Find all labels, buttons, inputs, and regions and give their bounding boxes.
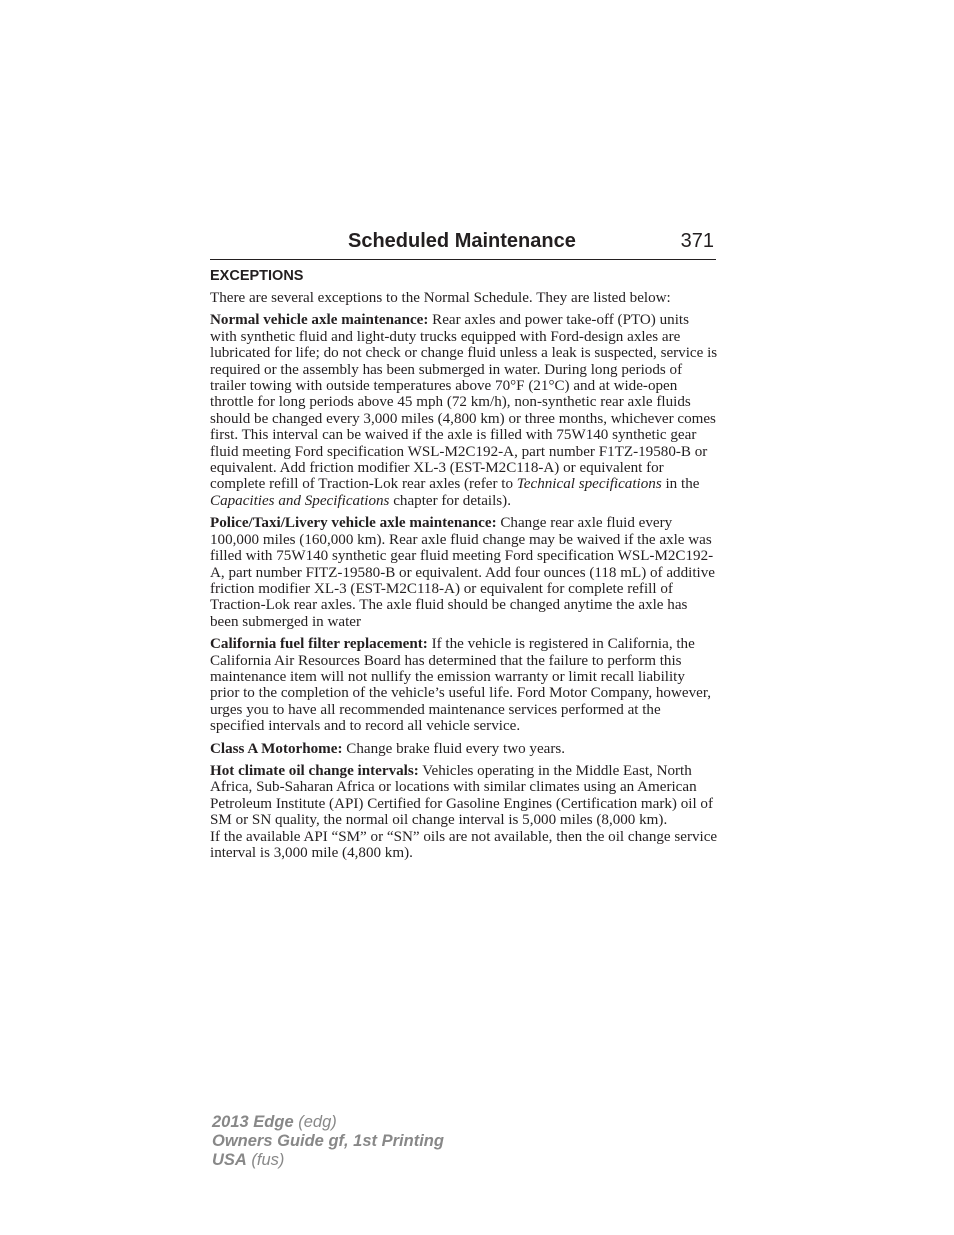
footer-printing: Owners Guide gf, 1st Printing [212,1132,444,1150]
motorhome-lead: Class A Motorhome: [210,740,343,757]
hot-climate-text: Vehicles operating in the Middle East, North Africa, Sub-Saharan Africa or locations with similar climates using an American Petroleum Institute (API) Certified for Gasoline Engines (Certification mark) oil of SM or SN quality, the normal oil change interval is 5,000 miles (8,000 km). [210,762,713,829]
hot-climate-followup: If the available API “SM” or “SN” oils are not available, then the oil change service interval is 3,000 mile (4,800 km). [210,828,718,861]
california-paragraph [210,636,718,734]
page-content [210,266,718,867]
hot-climate-lead: Hot climate oil change intervals: [210,762,419,779]
footer-model: 2013 Edge [212,1113,294,1131]
page-header [210,229,716,260]
footer-model-code: (edg) [293,1113,337,1131]
normal-axle-text-3: chapter for details). [389,492,511,509]
police-axle-lead: Police/Taxi/Livery vehicle axle maintenance: [210,515,497,532]
chapter-title: Scheduled Maintenance [348,230,576,252]
footer-line-3 [212,1151,444,1170]
capacities-specifications-ref: Capacities and Specifications [210,492,390,509]
page-number: 371 [680,230,714,252]
normal-axle-lead: Normal vehicle axle maintenance: [210,312,429,329]
normal-axle-text: Rear axles and power take-off (PTO) units with synthetic fluid and light-duty trucks equipped with Ford-design axles are lubricated for life; do not check or change fluid unless a leak is suspected, service is required or the assembly has been submerged in water. During long periods of trailer towing with outside temperatures above 70°F (21°C) and at wide-open throttle for long periods above 45 mph (72 km/h), non-synthetic rear axle fluids should be changed every 3,000 miles (4,800 km) or three months, whichever comes first. This interval can be waived if the axle is filled with 75W140 synthetic gear fluid meeting Ford specification WSL-M2C192-A, part number F1TZ-19580-B or equivalent. Add friction modifier XL-3 (EST-M2C118-A) or equivalent for complete refill of Traction-Lok rear axles (refer to [210,312,718,493]
technical-specifications-ref: Technical specifications [516,476,662,493]
page-footer [212,1113,444,1170]
motorhome-text: Change brake fluid every two years. [342,740,566,757]
police-axle-paragraph [210,515,718,630]
intro-paragraph: There are several exceptions to the Normal Schedule. They are listed below: [210,290,671,306]
normal-axle-paragraph [210,312,718,509]
california-lead: California fuel filter replacement: [210,636,428,653]
footer-line-2 [212,1132,444,1151]
police-axle-text: Change rear axle fluid every 100,000 miles (160,000 km). Rear axle fluid change may be waived if the axle was filled with 75W140 synthetic gear fluid meeting Ford specification WSL-M2C192-A, part number FITZ-19580-B or equivalent. Add four ounces (118 mL) of additive friction modifier XL-3 (EST-M2C118-A) or equivalent for complete refill of Traction-Lok rear axles. The axle fluid should be changed anytime the axle has been submerged in water [210,515,715,630]
normal-axle-text-2: in the [661,476,700,493]
motorhome-paragraph [210,741,718,757]
california-text: If the vehicle is registered in California, the California Air Resources Board has determined that the failure to perform this maintenance item will not nullify the emission warranty or limit recall liability prior to the completion of the vehicle’s useful life. Ford Motor Company, however, urges you to have all recommended maintenance services performed at the specified intervals and to record all vehicle service. [210,636,712,735]
footer-line-1 [212,1113,444,1132]
section-heading: EXCEPTIONS [210,268,304,284]
hot-climate-paragraph [210,763,718,829]
footer-market-code: (fus) [246,1151,285,1169]
footer-market: USA [212,1151,247,1169]
